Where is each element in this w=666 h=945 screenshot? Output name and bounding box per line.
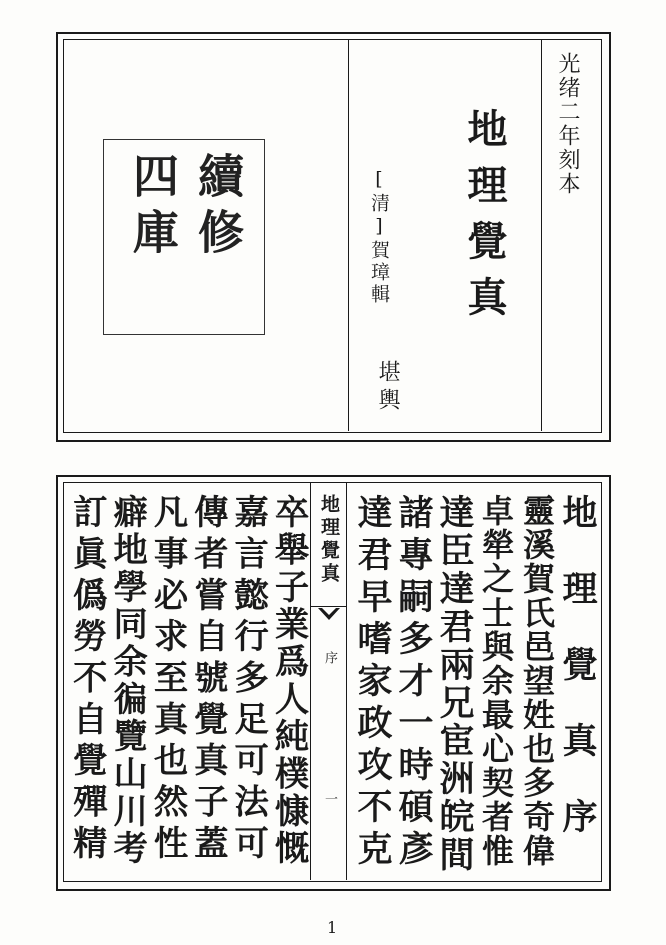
page-number: 1 [327,918,338,937]
cover-divider-right [541,40,542,431]
text-column-l4: 凡事必求至真也然性 [146,494,187,866]
text-column-r2: 靈溪賀氏邑望姓也多奇偉 [518,494,556,868]
text-column-l3: 傳者嘗自號覺真子蓋 [187,494,228,866]
text-column-l5: 癖地學同余徧覽山川考 [106,494,147,868]
text-column-l6-visible: 訂眞僞勞不自覺殫精 [66,494,107,866]
text-column-r4: 達臣達君兩兄宦洲皖間 [434,494,475,874]
text-column-r1: 地理覺真序 [557,494,598,874]
book-title: 地理覺真 [461,108,508,332]
edition-label: 光绪二年刻本 [555,52,580,196]
section-label: 堪輿 [375,360,400,416]
center-column-left-line [310,483,311,880]
cover-divider-left [348,40,349,431]
text-column-r3: 卓犖之士與余最心契者惟 [477,494,515,868]
seal-text-left: 四庫 [126,152,180,264]
text-column-l1: 卒舉子業爲人純樸慷慨 [267,494,308,868]
center-column-page: 一 [322,792,337,805]
seal-text-right: 續修 [191,152,245,264]
fishtail-mark-inner [322,608,336,615]
author-label: [清]賀璋輯 [368,168,390,306]
center-column-rule [311,606,346,607]
center-column-title: 地理覺真 [318,494,340,586]
text-column-l2: 嘉言懿行多足可法可 [227,494,268,866]
center-column-right-line [346,483,347,880]
center-column-section: 序 [322,651,337,664]
text-column-r6-visible: 達君早嗜家政攻不克 [352,494,393,872]
text-column-r5: 諸專嗣多才一時碩彥 [393,494,434,872]
